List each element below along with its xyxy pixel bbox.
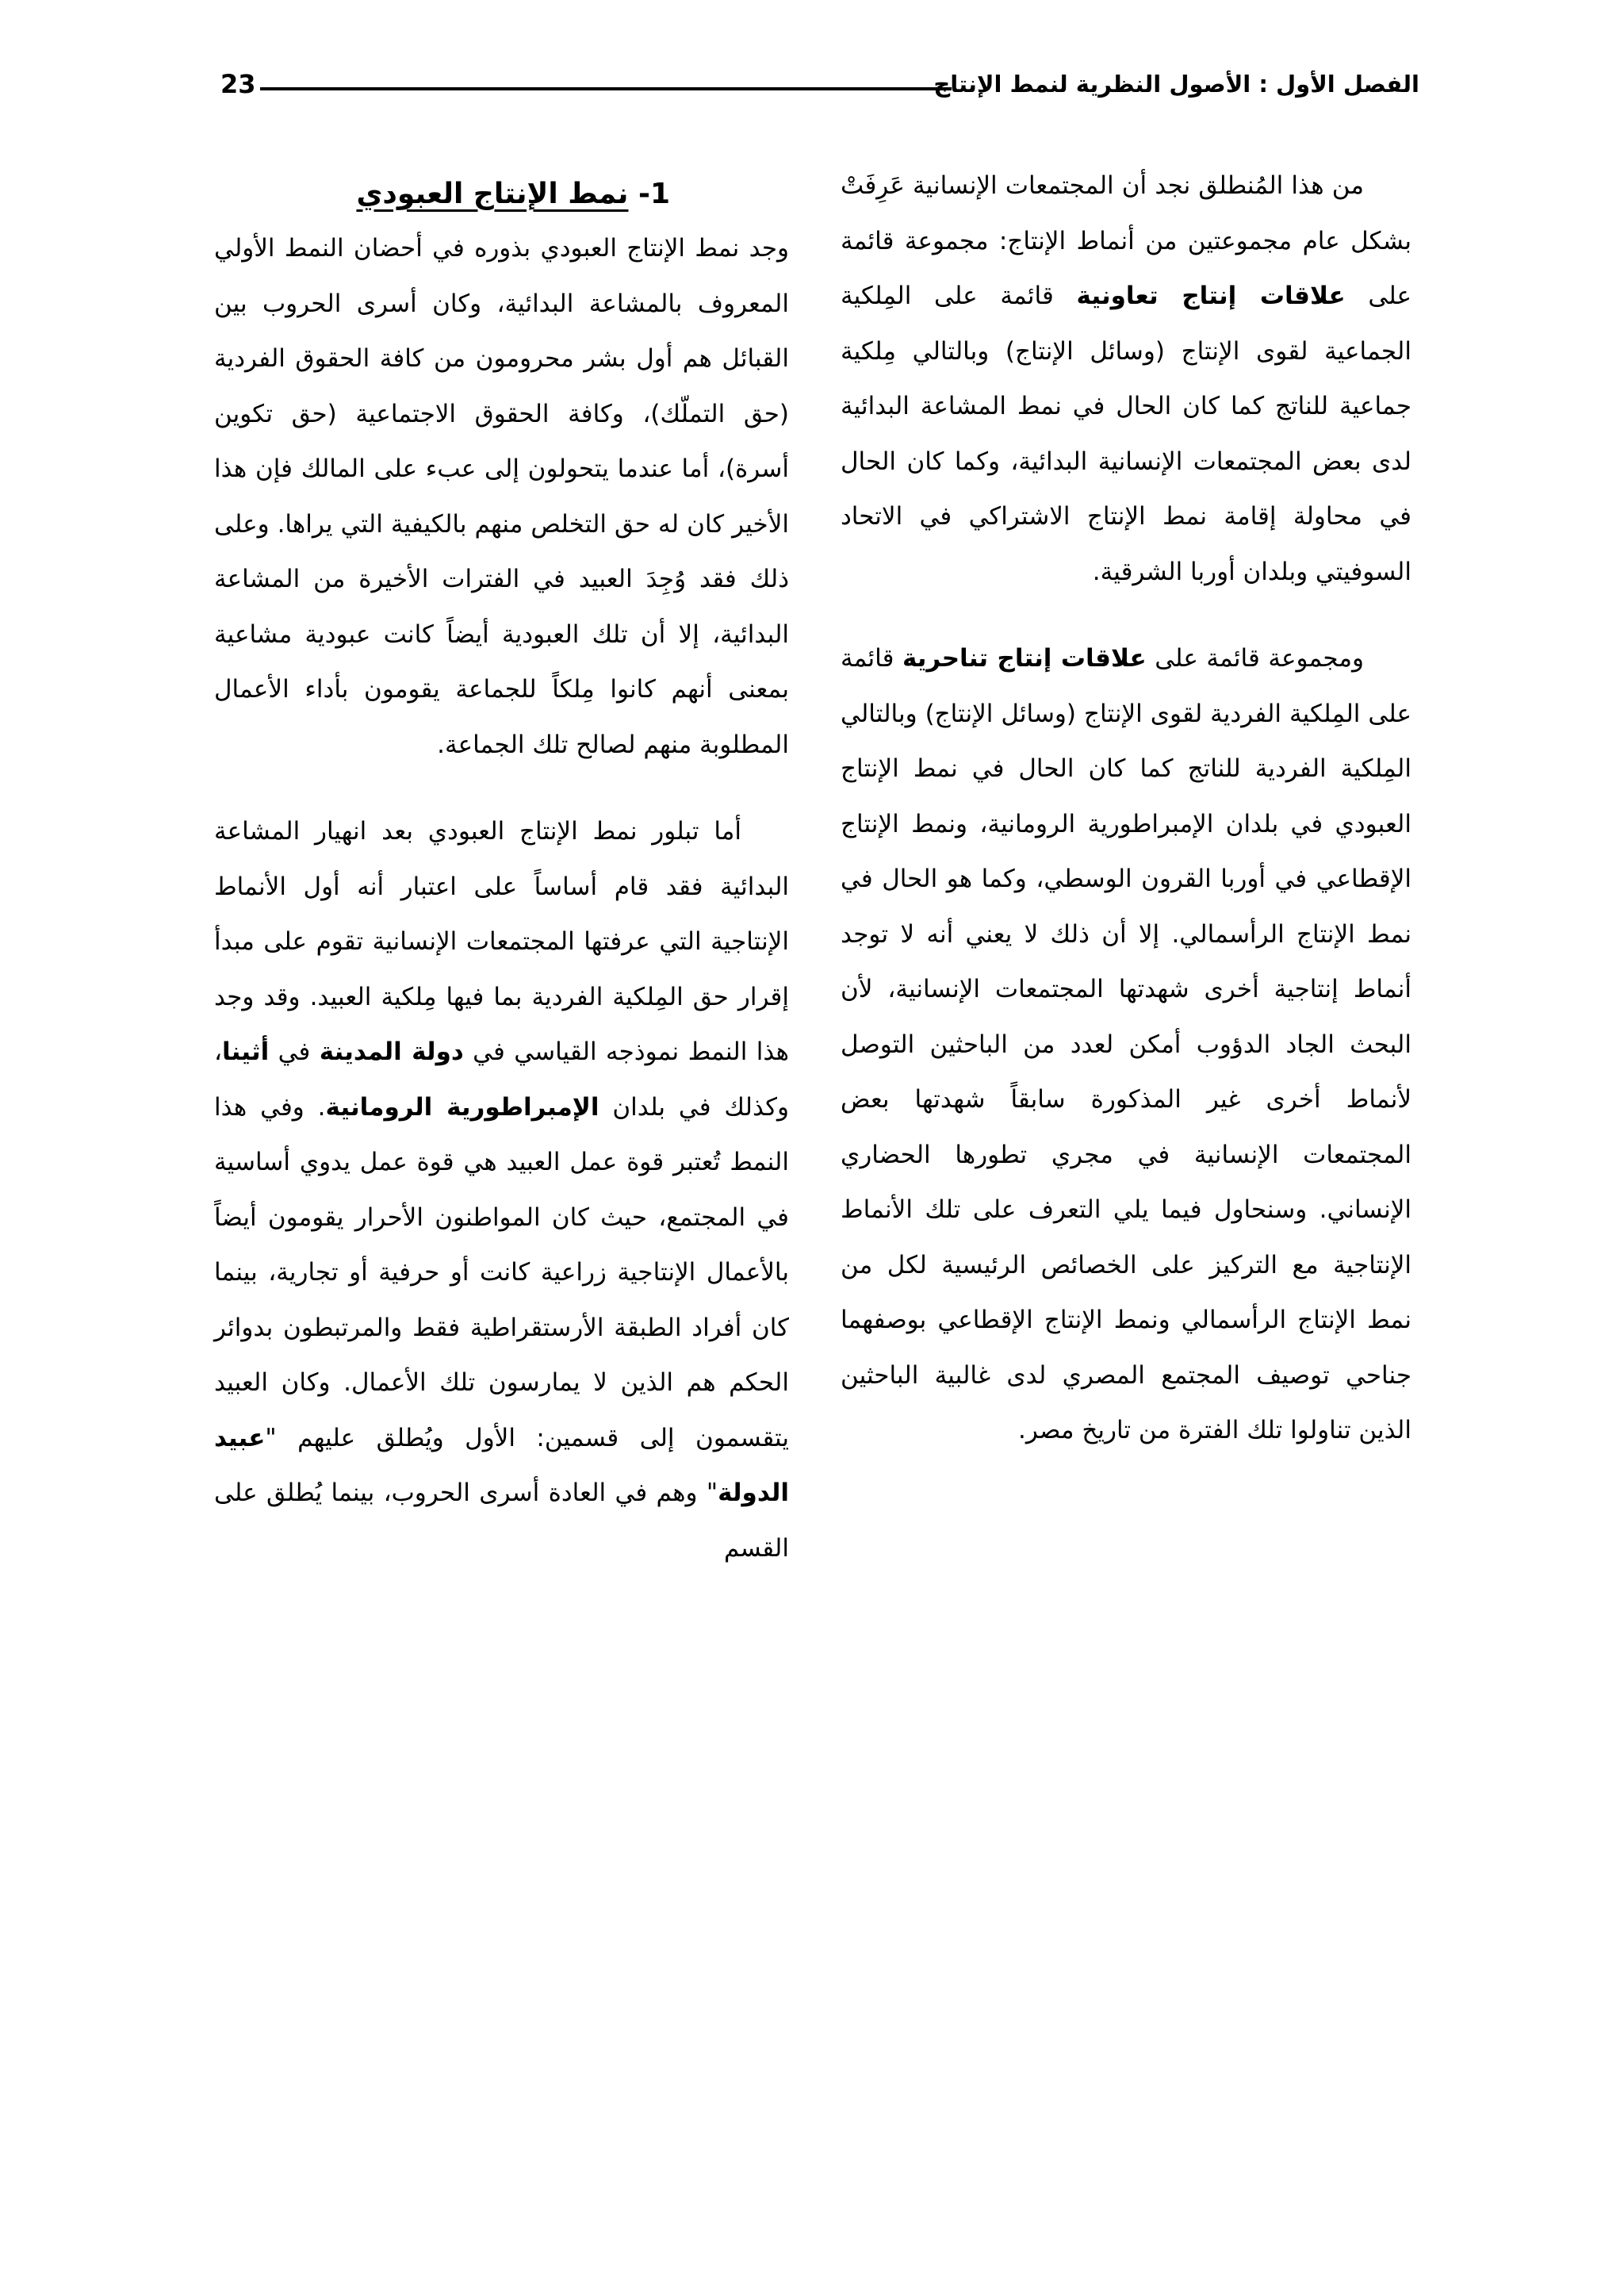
heading-number: 1- [628, 178, 670, 210]
paragraph [841, 631, 1411, 1459]
paragraph: وجد نمط الإنتاج العبودي بذوره في أحضان النمط الأولي المعروف بالمشاعة البدائية، وكان أسرى الحروب بين القبائل هم أول بشر محرومون من كافة الحقوق الفردية (حق التملّك)، وكافة الحقوق الاجتماعية (حق تكوين أسرة)، أما عندما يتحولون إلى عبء على المالك فإن هذا الأخير كان له حق التخلص منهم بالكيفية التي يراها. وعلى ذلك فقد وُجِدَ العبيد في الفترات الأخيرة من المشاعة البدائية، إلا أن تلك العبودية أيضاً كانت عبودية مشاعية بمعنى أنهم كانوا مِلكاً للجماعة يقومون بأداء الأعمال المطلوبة منهم لصالح تلك الجماعة. [214, 234, 789, 759]
text: ومجموعة قائمة على [1146, 644, 1364, 673]
bold-term: الإمبراطورية الرومانية [325, 1092, 599, 1122]
heading-text: نمط الإنتاج العبودي [356, 178, 629, 210]
right-column [841, 159, 1411, 1459]
text: أما تبلور نمط الإنتاج العبودي بعد انهيار المشاعة البدائية فقد قام أساساً على اعتبار أنه أول الأنماط الإنتاجية التي عرفتها المجتمعات الإنسانية تقوم على مبدأ إقرار حق المِلكية الفردية بما فيها مِلكية العبيد. وقد وجد هذا النمط نموذجه القياسي في [214, 817, 789, 1066]
section-heading [214, 171, 789, 218]
text: . وفي هذا النمط تُعتبر قوة عمل العبيد هي قوة عمل يدوي أساسية في المجتمع، حيث كان المواطنون الأحرار يقومون أيضاً بالأعمال الإنتاجية زراعية كانت أو حرفية أو تجارية، بينما كان أفراد الطبقة الأرستقراطية فقط والمرتبطون بدوائر الحكم هم الذين لا يمارسون تلك الأعمال. وكان العبيد يتقسمون إلى قسمين: الأول ويُطلق عليهم " [214, 1092, 789, 1452]
text: ، وكذلك في بلدان [214, 1038, 789, 1122]
text: " وهم في العادة أسرى الحروب، بينما يُطلق على القسم [214, 1479, 789, 1563]
bold-term: علاقات إنتاج تناحرية [902, 644, 1147, 673]
text: من هذا المُنطلق نجد أن المجتمعات الإنسانية عَرِفَتْ بشكل عام مجموعتين من أنماط الإنتاج: مجموعة قائمة على [841, 171, 1412, 310]
text: قائمة على المِلكية الفردية لقوى الإنتاج (وسائل الإنتاج) وبالتالي المِلكية الفردية للناتج كما كان الحال في نمط الإنتاج العبودي في بلدان الإمبراطورية الرومانية، ونمط الإنتاج الإقطاعي في أوربا القرون الوسطي، وكما هو الحال في نمط الإنتاج الرأسمالي. إلا أن ذلك لا يعني أنه لا توجد أنماط إنتاجية أخرى شهدتها المجتمعات الإنسانية، لأن البحث الجاد الدؤوب أمكن لعدد من الباحثين التوصل لأنماط أخرى غير المذكورة سابقاً شهدتها بعض المجتمعات الإنسانية في مجري تطورها الحضاري الإنساني. وسنحاول فيما يلي التعرف على تلك الأنماط الإنتاجية مع التركيز على الخصائص الرئيسية لكل من نمط الإنتاج الرأسمالي ونمط الإنتاج الإقطاعي بوصفهما جناحي توصيف المجتمع المصري لدى غالبية الباحثين الذين تناولوا تلك الفترة من تاريخ مصر. [841, 644, 1411, 1444]
text: في [269, 1038, 320, 1066]
paragraph [214, 804, 789, 1576]
left-column [214, 171, 789, 1576]
bold-term: أثينا [222, 1038, 270, 1066]
text: قائمة على المِلكية الجماعية لقوى الإنتاج (وسائل الإنتاج) وبالتالي مِلكية جماعية للناتج كما كان الحال في نمط المشاعة البدائية لدى بعض المجتمعات الإنسانية البدائية، وكما كان الحال في محاولة إقامة نمط الإنتاج الاشتراكي في الاتحاد السوفيتي وبلدان أوربا الشرقية. [841, 282, 1411, 586]
paragraph [841, 159, 1411, 600]
bold-term: علاقات إنتاج تعاونية [1076, 282, 1346, 310]
page-header [214, 62, 1419, 109]
bold-term: عبيد الدولة [214, 1423, 789, 1507]
page-number: 23 [220, 69, 256, 99]
chapter-title: الفصل الأول : الأصول النظرية لنمط الإنتاج [933, 71, 1419, 98]
header-rule [260, 87, 952, 90]
bold-term: دولة المدينة [319, 1038, 464, 1066]
